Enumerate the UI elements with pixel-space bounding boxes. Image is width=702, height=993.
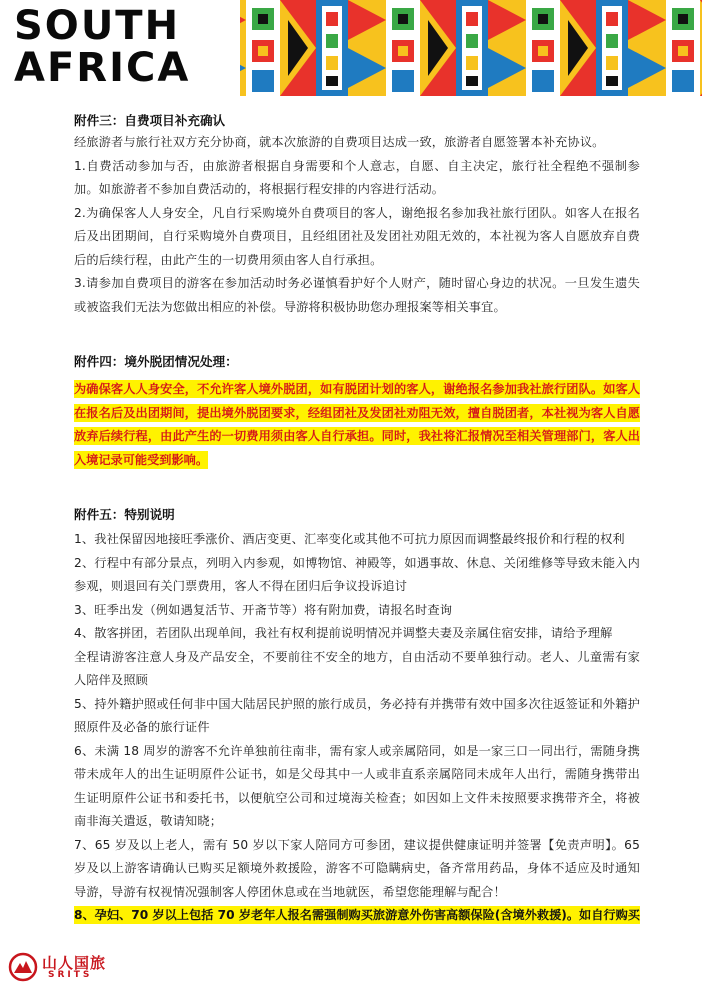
footer-brand-en: SRITS xyxy=(48,970,93,980)
section5-highlight-item xyxy=(74,904,640,928)
logo-south: SOUTH xyxy=(14,3,181,49)
ndebele-pattern xyxy=(208,0,702,96)
section4-highlight xyxy=(74,378,640,472)
section3-paragraph: 经旅游者与旅行社双方充分协商，就本次旅游的自费项目达成一致，旅游者自愿签署本补充协议。 xyxy=(74,135,605,149)
section4-highlight-text: 为确保客人人身安全，不允许客人境外脱团，如有脱团计划的客人，谢绝报名参加我社旅行团队。如客人在报名后及出团期间，提出境外脱团要求，经组团社及发团社劝阻无效，擅自脱团者，本社视为客人自愿放弃后续行程，由此产生的一切费用须由客人自行承担。同时，我社将汇报情况至相关管理部门，客人出入境记录可能受到影响。 xyxy=(74,382,640,467)
header-banner xyxy=(0,0,702,96)
logo xyxy=(0,0,240,96)
footer-logo xyxy=(8,950,128,984)
section5-item: 3、旺季出发（例如遇复活节、开斋节等）将有附加费，请报名时查询 xyxy=(74,602,453,617)
section5-item: 4、散客拼团，若团队出现单间，我社有权利提前说明情况并调整夫妻及亲属住宿安排，请给予理解 xyxy=(74,626,613,640)
section5-item: 全程请游客注意人身及产品安全，不要前往不安全的地方，自由活动不要单独行动。老人、儿童需有家人陪伴及照顾 xyxy=(74,649,640,687)
logo-africa: AFRICA xyxy=(14,45,191,91)
section3-paragraph: 1.自费活动参加与否，由旅游者根据自身需要和个人意志，自愿、自主决定，旅行社全程绝不强制参加。如旅游者不参加自费活动的，将根据行程安排的内容进行活动。 xyxy=(74,158,640,196)
section3-paragraph: 2.为确保客人人身安全，凡自行采购境外自费项目的客人，谢绝报名参加我社旅行团队。如客人在报名后及出团期间，自行采购境外自费项目，且经组团社及发团社劝阻无效的，本社视为客人自愿放弃自费后的后续行程，由此产生的一切费用须由客人自行承担。 xyxy=(74,205,640,267)
section5-item: 7、65 岁及以上老人，需有 50 岁以下家人陪同方可参团，建议提供健康证明并签署【免责声明】。65 岁及以上游客请确认已购买足额境外救援险，游客不可隐瞒病史，备齐常用药品，身体不适应及时通知导游，导游有权视情况强制客人停团休息或在当地就医，希望您能理解与配合！ xyxy=(74,837,640,899)
section5-item: 5、持外籍护照或任何非中国大陆居民护照的旅行成员，务必持有并携带有效中国多次往返签证和外籍护照原件及必备的旅行证件 xyxy=(74,696,640,734)
mountain-emblem-icon xyxy=(8,952,38,982)
section3-title: 附件三：自费项目补充确认 xyxy=(74,113,226,128)
section5-highlight-text: 8、孕妇、70 岁以上包括 70 岁老年人报名需强制购买旅游意外伤害高额保险(含境外救援)。如自行购买 xyxy=(74,908,640,922)
section5-item: 6、未满 18 周岁的游客不允许单独前往南非，需有家人或亲属陪同，如是一家三口一同出行，需随身携带未成年人的出生证明原件公证书，如是父母其中一人或非直系亲属陪同未成年人出行，需随身携带出生证明原件公证书和委托书，以便航空公司和过境海关检查；如因如上文件未按照要求携带齐全，将被南非海关遣返，敬请知晓； xyxy=(74,743,640,828)
section5-title: 附件五：特别说明 xyxy=(74,507,175,522)
footer-brand-cn: 山人国旅 xyxy=(42,954,107,972)
section4-title: 附件四：境外脱团情况处理： xyxy=(74,354,238,369)
document-body xyxy=(74,110,640,928)
section5-item: 1、我社保留因地接旺季涨价、酒店变更、汇率变化或其他不可抗力原因而调整最终报价和行程的权利 xyxy=(74,532,625,546)
section3-paragraph: 3.请参加自费项目的游客在参加活动时务必谨慎看护好个人财产，随时留心身边的状况。一旦发生遗失或被盗我们无法为您做出相应的补偿。导游将积极协助您办理报案等相关事宜。 xyxy=(74,276,640,314)
section5-item: 2、行程中有部分景点，列明入内参观，如博物馆、神殿等，如遇事故、休息、关闭维修等导致未能入内参观，则退回有关门票费用，客人不得在团归后争议投诉追讨 xyxy=(74,555,640,593)
